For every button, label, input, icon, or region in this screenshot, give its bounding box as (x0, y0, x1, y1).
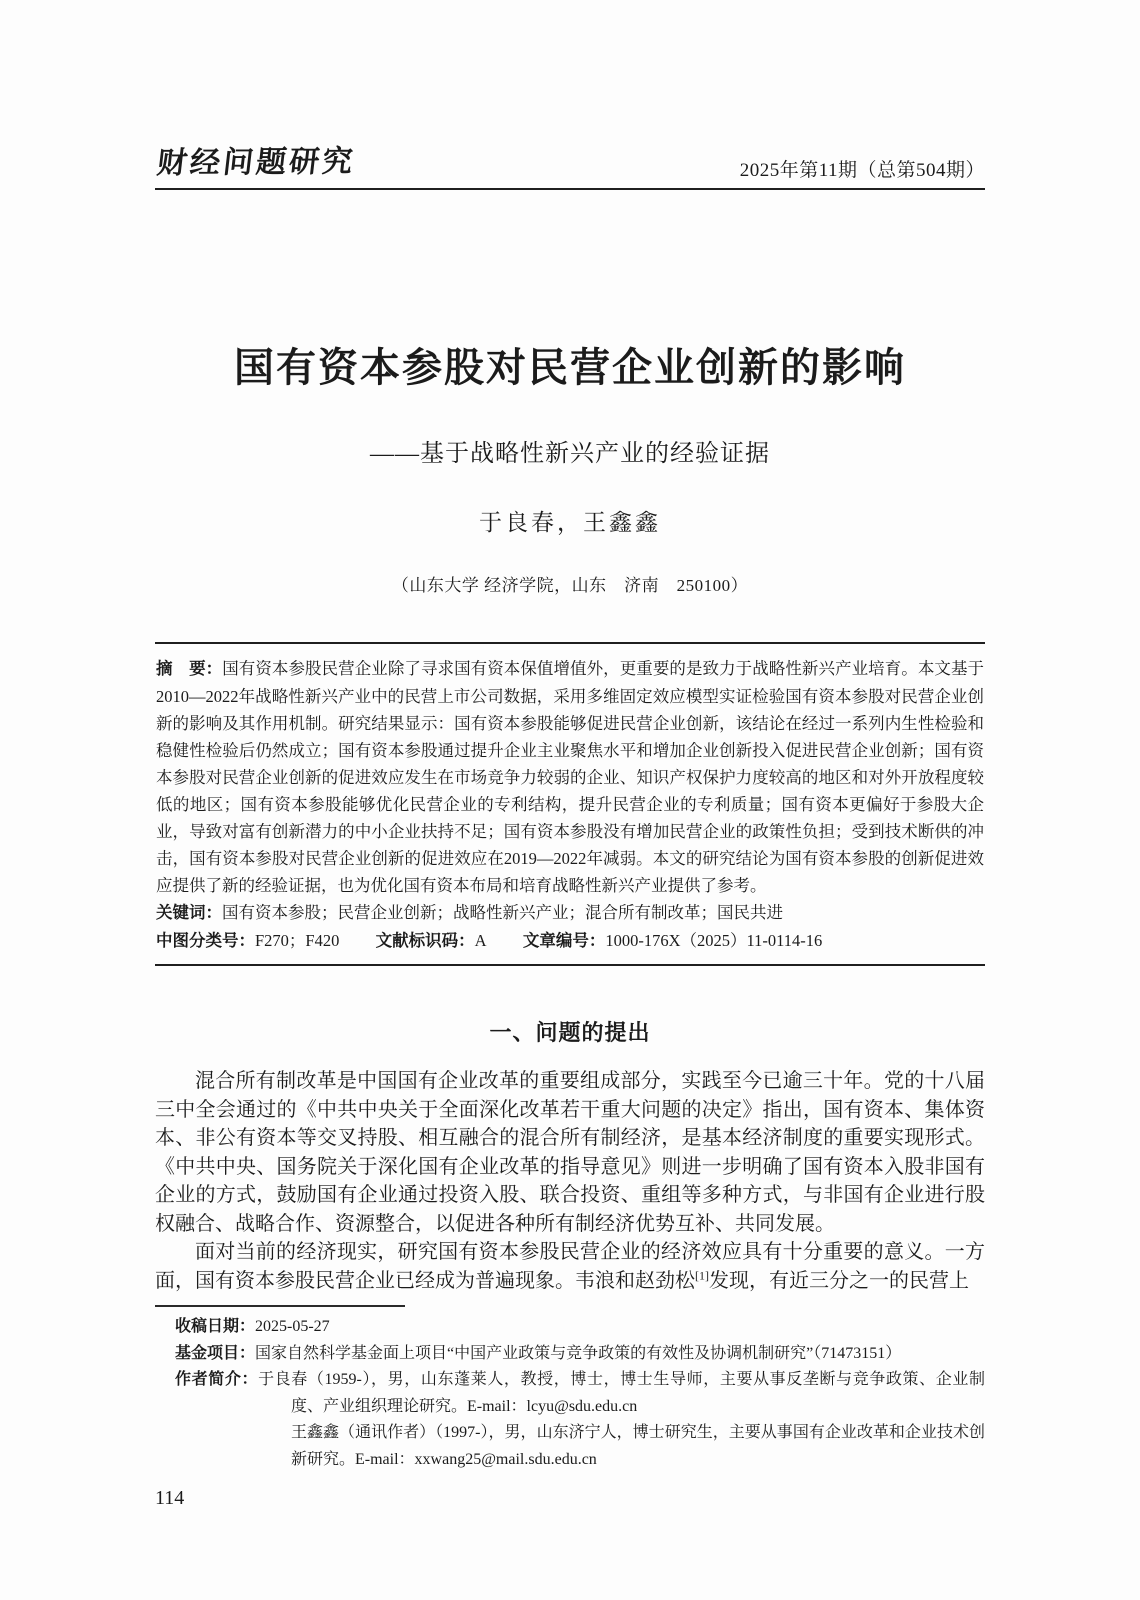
abstract-label: 摘 要： (156, 660, 223, 678)
abstract-paragraph (156, 655, 984, 899)
body-paragraph-1: 混合所有制改革是中国国有企业改革的重要组成部分，实践至今已逾三十年。党的十八届三中全会通过的《中共中央关于全面深化改革若干重大问题的决定》指出，国有资本、集体资本、非公有资本等交叉持股、相互融合的混合所有制经济，是基本经济制度的重要实现形式。《中共中央、国务院关于深化国有企业改革的指导意见》则进一步明确了国有资本入股非国有企业的方式，鼓励国有企业通过投资入股、联合投资、重组等多种方式，与非国有企业进行股权融合、战略合作、资源整合，以促进各种所有制经济优势互补、共同发展。 (155, 1070, 985, 1235)
footnote-author-bio-1 (175, 1367, 985, 1420)
doc-code-label: 文献标识码： (375, 932, 475, 950)
clc-label: 中图分类号： (156, 932, 255, 950)
article-affiliation: （山东大学 经济学院，山东 济南 250100） (391, 576, 749, 595)
clc-value: F270；F420 (255, 931, 340, 950)
author-bio-1-text: 于良春（1959-），男，山东蓬莱人，教授，博士，博士生导师，主要从事反垄断与竞争政策、企业制度、产业组织理论研究。E-mail：lcyu@sdu.edu.cn (258, 1371, 985, 1415)
footnote-fund-project (175, 1341, 985, 1368)
received-date-value: 2025-05-27 (255, 1318, 330, 1335)
article-title: 国有资本参股对民营企业创新的影响 (234, 346, 906, 390)
footnotes (175, 1314, 985, 1473)
body-paragraph-2 (155, 1238, 985, 1295)
article-subtitle: ——基于战略性新兴产业的经验证据 (370, 441, 770, 467)
doc-code-value: A (474, 931, 487, 950)
classification-line (156, 927, 984, 955)
article-authors: 于良春，王鑫鑫 (479, 510, 661, 535)
body-paragraph-2-text: 面对当前的经济现实，研究国有资本参股民营企业的经济效应具有十分重要的意义。一方面，国有资本参股民营企业已经成为普遍现象。韦浪和赵劲松 (155, 1241, 985, 1292)
citation-ref-1: [1] (695, 1267, 709, 1282)
abstract-text: 国有资本参股民营企业除了寻求国有资本保值增值外，更重要的是致力于战略性新兴产业培育。本文基于2010—2022年战略性新兴产业中的民营上市公司数据，采用多维固定效应模型实证检验国有资本参股对民营企业创新的影响及其作用机制。研究结果显示：国有资本参股能够促进民营企业创新，该结论在经过一系列内生性检验和稳健性检验后仍然成立；国有资本参股通过提升企业主业聚焦水平和增加企业创新投入促进民营企业创新；国有资本参股对民营企业创新的促进效应发生在市场竞争力较弱的企业、知识产权保护力度较高的地区和对外开放程度较低的地区；国有资本参股能够优化民营企业的专利结构，提升民营企业的专利质量；国有资本更偏好于参股大企业，导致对富有创新潜力的中小企业扶持不足；国有资本参股没有增加民营企业的政策性负担；受到技术断供的冲击，国有资本参股对民营企业创新的促进效应在2019—2022年减弱。本文的研究结论为国有资本参股的创新促进效应提供了新的经验证据，也为优化国有资本布局和培育战略性新兴产业提供了参考。 (156, 659, 985, 895)
keywords-text: 国有资本参股；民营企业创新；战略性新兴产业；混合所有制改革；国民共进 (222, 903, 783, 922)
page-number: 114 (155, 1487, 185, 1509)
section-heading-1: 一、问题的提出 (489, 1020, 651, 1045)
footnote-author-bio-2 (175, 1420, 985, 1473)
body-paragraph-2-text-end: 发现，有近三分之一的民营上 (709, 1269, 969, 1292)
abstract-block (155, 642, 985, 966)
article-no-value: 1000-176X（2025）11-0114-16 (605, 931, 823, 950)
article-no-label: 文章编号： (522, 932, 606, 950)
journal-logo: 财经问题研究 (155, 144, 358, 182)
footnote-received-date (175, 1314, 985, 1341)
fund-project-value: 国家自然科学基金面上项目“中国产业政策与竞争政策的有效性及协调机制研究”（71473151） (255, 1344, 902, 1362)
issue-info: 2025年第11期（总第504期） (739, 160, 985, 181)
received-date-label: 收稿日期： (175, 1318, 256, 1335)
footnote-separator (155, 1305, 405, 1307)
keywords-label: 关键词： (156, 904, 222, 922)
author-bio-label: 作者简介： (175, 1371, 259, 1388)
author-bio-2-text: 王鑫鑫（通讯作者）（1997-），男，山东济宁人，博士研究生，主要从事国有企业改革和企业技术创新研究。E-mail：xxwang25@mail.sdu.edu.cn (291, 1424, 985, 1468)
journal-header (155, 0, 985, 190)
fund-project-label: 基金项目： (175, 1344, 256, 1362)
keywords-line (156, 899, 984, 927)
